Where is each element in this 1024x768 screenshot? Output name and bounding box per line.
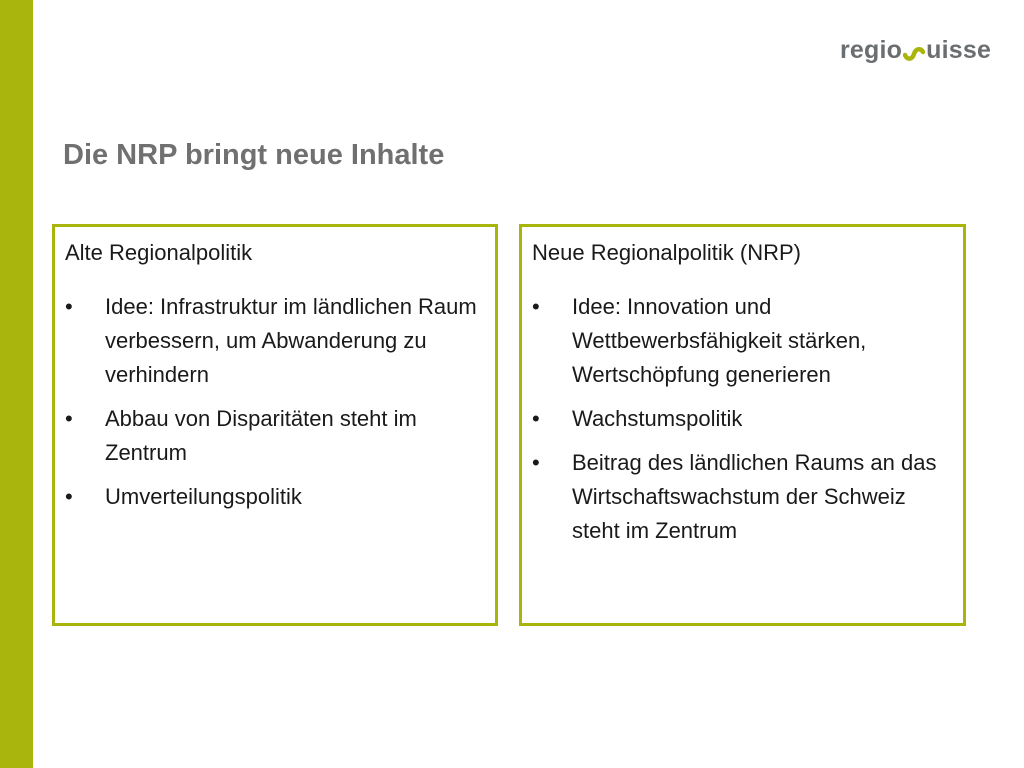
bullet-item [532,402,947,436]
new-regional-policy-box [519,224,966,626]
slide-title: Die NRP bringt neue Inhalte [63,139,445,171]
bullet-text: Umverteilungspolitik [105,484,302,509]
side-accent-bar [0,0,33,768]
bullet-dot-icon: • [65,484,73,509]
bullet-text: Abbau von Disparitäten steht im Zentrum [105,406,417,465]
bullet-item [532,290,947,392]
bullet-list [65,290,479,514]
bullet-dot-icon: • [532,294,540,319]
logo-text-part2: uisse [926,36,992,64]
bullet-text: Wachstumspolitik [572,406,743,431]
bullet-item [532,446,947,548]
old-regional-policy-box [52,224,498,626]
bullet-dot-icon: • [532,450,540,475]
bullet-item [65,480,479,514]
bullet-list [532,290,947,548]
box-heading: Neue Regionalpolitik (NRP) [532,240,802,265]
regiosuisse-logo [840,34,991,66]
bullet-text: Idee: Innovation und Wettbewerbsfähigkeit stärken, Wertschöpfung generieren [572,294,867,387]
bullet-dot-icon: • [532,406,540,431]
bullet-item [65,402,479,470]
bullet-dot-icon: • [65,406,73,431]
box-heading: Alte Regionalpolitik [65,240,253,265]
bullet-dot-icon: • [65,294,73,319]
bullet-text: Idee: Infrastruktur im ländlichen Raum verbessern, um Abwanderung zu verhindern [105,294,477,387]
s-swirl-logo-mark-icon [903,37,925,57]
logo-text-part1: regio [840,36,903,64]
bullet-text: Beitrag des ländlichen Raums an das Wirtschaftswachstum der Schweiz steht im Zentrum [572,450,937,543]
bullet-item [65,290,479,392]
